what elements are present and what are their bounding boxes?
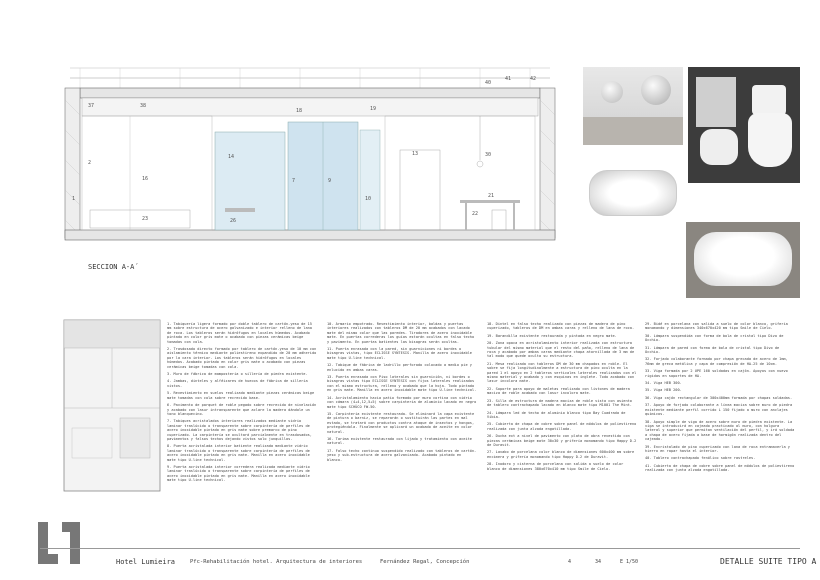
photo-bathtub (686, 222, 800, 298)
note-item: 26. Ducha ext a nivel de pavimento con plato de obra revestido con piezas cerámicas beige mate 30x30 y grifería monomando tipo Happy D.2 de Duravit. (487, 434, 637, 447)
note-item: 40. Tablero contrachapado fenólico sobre rastreles. (645, 456, 756, 461)
marker-23: 23 (142, 216, 149, 222)
note-item: 23. Silla de estructura de madera maciza de roble vista con asiento de tablero contrachapado lacado en blanco mate tipo M1001 The Mint. (487, 398, 632, 408)
marker-30: 30 (485, 152, 492, 158)
note-item: 34. Viga HEB 300. (645, 381, 682, 386)
note-item: 11. Puerta enrasada con la pared, sin guarniciones ni bordes o bisagras vistas, tipo ECLISSE SYNTESIS. Manilla de acero inoxidable mate tipo U-line technical. (327, 347, 472, 360)
note-item: 37. Apoyo de forjado colaborante a línea maciza sobre muro de piedra existente mediante perfil corrido L 150 fijado a muro con anclajes químicos. (645, 403, 793, 417)
notes-column-2 (327, 322, 477, 465)
note-item: 28. Inodoro y cisterna de porcelana con salida a suelo de color blanco de dimensiones 380x670x410 mm tipo Smile de Cielo. (487, 462, 624, 471)
note-item: 3. Muro de fábrica de mampostería o sillería de piedra existente. (167, 372, 308, 377)
photo-pendant-lamps (583, 67, 683, 145)
marker-42: 42 (530, 76, 537, 82)
note-item: 33. Viga formada por 2 UPE 160 soldadas en cajón. Apoyos con nuevo rigidas en soportes de HA. (645, 369, 788, 378)
note-item: 16. Tarima existente restaurada con lijado y tratamiento con aceite natural. (327, 436, 472, 446)
footer-author: Fernández Regal, Concepción (380, 559, 470, 565)
note-item: 39. Encristalado de pino cuperizado con lana de roca entramaverla y hierro en rapar hasta el interior. (645, 444, 790, 453)
marker-38: 38 (140, 103, 147, 109)
marker-14: 14 (228, 154, 235, 160)
note-item: 13. Puerta enrasada con Piso laterales sin guarnición, ni bordes o bisagras vistas tipo ECLISSE SYNTESIS con fijos laterales realizados con el mismo estructura, relleno y acabado que la hoja. Todo pintado en gris mate. Manilla en acero inoxidable mate tipo U-line technical. (327, 375, 477, 393)
note-item: 24. Lámpara led de techo de aluminio blanco tipo Bay Cuadrada de Vibia. (487, 410, 626, 419)
marker-40: 40 (485, 80, 492, 86)
note-item: 29. Bidé en porcelana con salida a suelo de color blanco, grifería monomando y dimensiones 340x670x420 mm tipo Smile de Cielo. (645, 322, 788, 331)
marker-10: 10 (365, 196, 372, 202)
note-item: 35. Viga HEB 200. (645, 388, 682, 393)
note-item: 22. Soporte para apoyo de maletas realizado con listones de madera maciza de roble acabado con lasur incolora mate. (487, 386, 630, 396)
marker-41: 41 (505, 76, 512, 82)
note-item: 5. Revestimiento en suelos realizado mediante piezas cerámicas beige mate tomadas con cola sobre recrecido base. (167, 391, 315, 400)
footer-bar (40, 548, 817, 571)
note-item: 9. Puerta acristalada interior corredera realizada mediante vidrio laminar traslúcido o transparente sobre carpintería de perfiles de acero inoxidable pintado en gris mate. Manilla en acero inoxidable mate tipo U-line technical. (167, 464, 310, 483)
note-item: 18. Dintel en falso techo realizado con piezas de madera de pino cuperizado, tableros de DM en ambas caras y relleno de lana de roca. (487, 322, 635, 331)
section-label: SECCION A-A´ (88, 263, 139, 271)
note-item: 27. Lavabo de porcelana color blanco de dimensiones 600x400 mm sobre encimera y grifería monomando tipo Happy D.2 de Duravit. (487, 450, 635, 459)
marker-22: 22 (472, 211, 479, 217)
footer-scale: E 1/50 (620, 559, 639, 565)
note-item: 8. Puerta acristalada interior batiente realizada mediante vidrio laminar traslúcido o transparente sobre carpintería de perfiles de acero inoxidable pintado en gris mate. Manilla en acero inoxidable mate tipo U-line technical. (167, 444, 310, 462)
footer-sheet-total: 34 (595, 559, 602, 565)
marker-9: 9 (328, 178, 332, 184)
note-item: 7. Tabiques acristalados interiores realizados mediante vidrio laminar traslúcido o transparente sobre carpintería de perfiles de acero inoxidable pintado en gris mate sobre premarco de pino cuperizado. La carpintería se ocultará parcialmente en trasdosados, pavimentos y falsos techos dejando vistos solo junquillos. (167, 419, 312, 441)
photo-washbasin (583, 162, 683, 222)
note-item: 2. Trasdosado directo formado por tablero de cartón-yeso de 10 mm con aislamiento térmico mediante poliestireno expandido de 20 mm adherido por la cara interior. Los tableros serán hidrófugos en locales húmedos. Acabado pintado en color gris mate o acabado con piezas cerámicas beige tomadas con cola. (167, 347, 317, 369)
note-item: 31. Lámpara de pared con forma de bola de cristal tipo Divo de Occhio. (645, 345, 780, 355)
note-item: 19. Barandilla existente restaurada y pintada en negro mate. (487, 333, 617, 338)
footer-project: Pfc-Rehabilitación hotel. Arquitectura de interiores (190, 559, 363, 565)
marker-7: 7 (292, 178, 296, 184)
marker-13: 13 (412, 151, 419, 157)
note-item: 6. Pavimento de parquet de roble pegado sobre recrecido de nivelación y acabado con lasur intransparente que aclare la madera dándole un tono blanquecino. (167, 403, 317, 416)
note-item: 41. Cubierta de chapa de cobre sobre panel de módulos de poliestireno realizada con junta alzada engatillada. (645, 463, 795, 473)
marker-1: 1 (72, 196, 76, 202)
marker-21: 21 (488, 193, 495, 199)
notes-column-1 (167, 322, 317, 486)
note-item: 4. Jambas, dinteles y alféizares de huecos de fábrica de sillería vistos. (167, 379, 308, 388)
note-item: 38. Apoyo simple de viga de acero sobre muro de piedra existente. La viga se introducirá en cajeado practicado al muro, con holgura lateral y superior que permitan ventilación del perfil, y irá soldada a chapa de acero fijada a base de hormigón realizada dentro del cajeado. (645, 419, 795, 442)
note-item: 15. Carpintería existente restaurada. Se eliminará la capa existente de pintura o barniz, se repararán o sustituirán las partes en mal estado, se tratará con productos contra ataque de insectos y hongos, protegiéndola. Finalmente se aplicará un acabado de aceite en color natural. (327, 411, 475, 434)
marker-19: 19 (370, 106, 377, 112)
marker-18: 18 (296, 108, 303, 114)
note-item: 20. Zona opaca en acristalamiento interior realizada con estructura tubular del mismo material que el resto del paño, relleno de lana de roca y acabado por ambas caras mediante chapa atornillada de 3 mm de tal modo que quede oculta su estructura. (487, 341, 635, 359)
section-drawing (60, 60, 560, 260)
marker-37: 37 (88, 103, 95, 109)
footer-hotel: Hotel Lumieira (116, 558, 176, 566)
floor-plan (62, 318, 162, 493)
marker-2: 2 (88, 160, 92, 166)
note-item: 10. Armario empotrado. Revestimiento interior, baldas y puertas interiores realizados con tableros DM de 20 mm acabados con lacado mate del mismo color que las paredes. Tiradores de acero inoxidable mate. En puertas correderas los guías estarán ocultas en falso techo y pavimento. En puertas batientes las bisagras serán ocultas. (327, 322, 475, 344)
note-item: 14. Acristalamiento hacia patio formado por muro cortina con vidrio con cámara (4+4,12,5+5) sobre carpintería de aluminio lacado en negro mate tipo SCHÜCO FW-50. (327, 395, 477, 409)
photo-bathroom-suite (688, 67, 800, 183)
note-item: 1. Tabiquería ligera formado por doble tablero de cartón-yeso de 15 mm sobre estructura de acero galvanizado e interior relleno de lana de roca. Los tableros serán hidrófugos en locales húmedos. Acabado pintado en color gris mate o acabado con piezas cerámicas beige tomadas con cola. (167, 322, 312, 344)
footer-title: DETALLE SUITE TIPO A (720, 557, 817, 566)
notes-column-3 (487, 322, 637, 474)
marker-16: 16 (142, 176, 149, 182)
note-item: 12. Tabique de fábrica de ladrillo perforado colocado a medio pie y enlucido en ambas caras. (327, 363, 472, 372)
note-item: 30. Lámpara suspendida con forma de bola de cristal tipo Divo de Occhio. (645, 333, 784, 343)
note-item: 17. Falso techo continuo suspendido realizado con tableros de cartón-yeso y sub-estructura de acero galvanizado. Acabado pintado en blanco. (327, 448, 477, 462)
note-item: 25. Cubierta de chapa de cobre sobre panel de módulos de poliestireno realizada con junta alzada engatillada. (487, 422, 637, 431)
note-item: 21. Mesa realizada con tableros DM de 30 mm chapados en roble. El sobre se fija longitudinalmente a estructura de pino oculta en la pared 1 el apoyo en 2 tableros verticales laterales realizados con el mismo material y acabado y con esquinas en inglete. Todo acabado con lasur incolora mate. (487, 361, 637, 384)
note-item: 32. Forjado colaborante formado por chapa grecada de acero de 1mm, 76mm de greca metálica y capa de compresión de HA-25 de 10cm. (645, 357, 788, 366)
notes-column-4 (645, 322, 795, 476)
marker-26: 26 (230, 218, 237, 224)
footer-sheet: 4 (568, 559, 572, 565)
note-item: 36. Viga cajón rectangular de 300x400mm formada por chapas soldadas. (645, 395, 793, 400)
